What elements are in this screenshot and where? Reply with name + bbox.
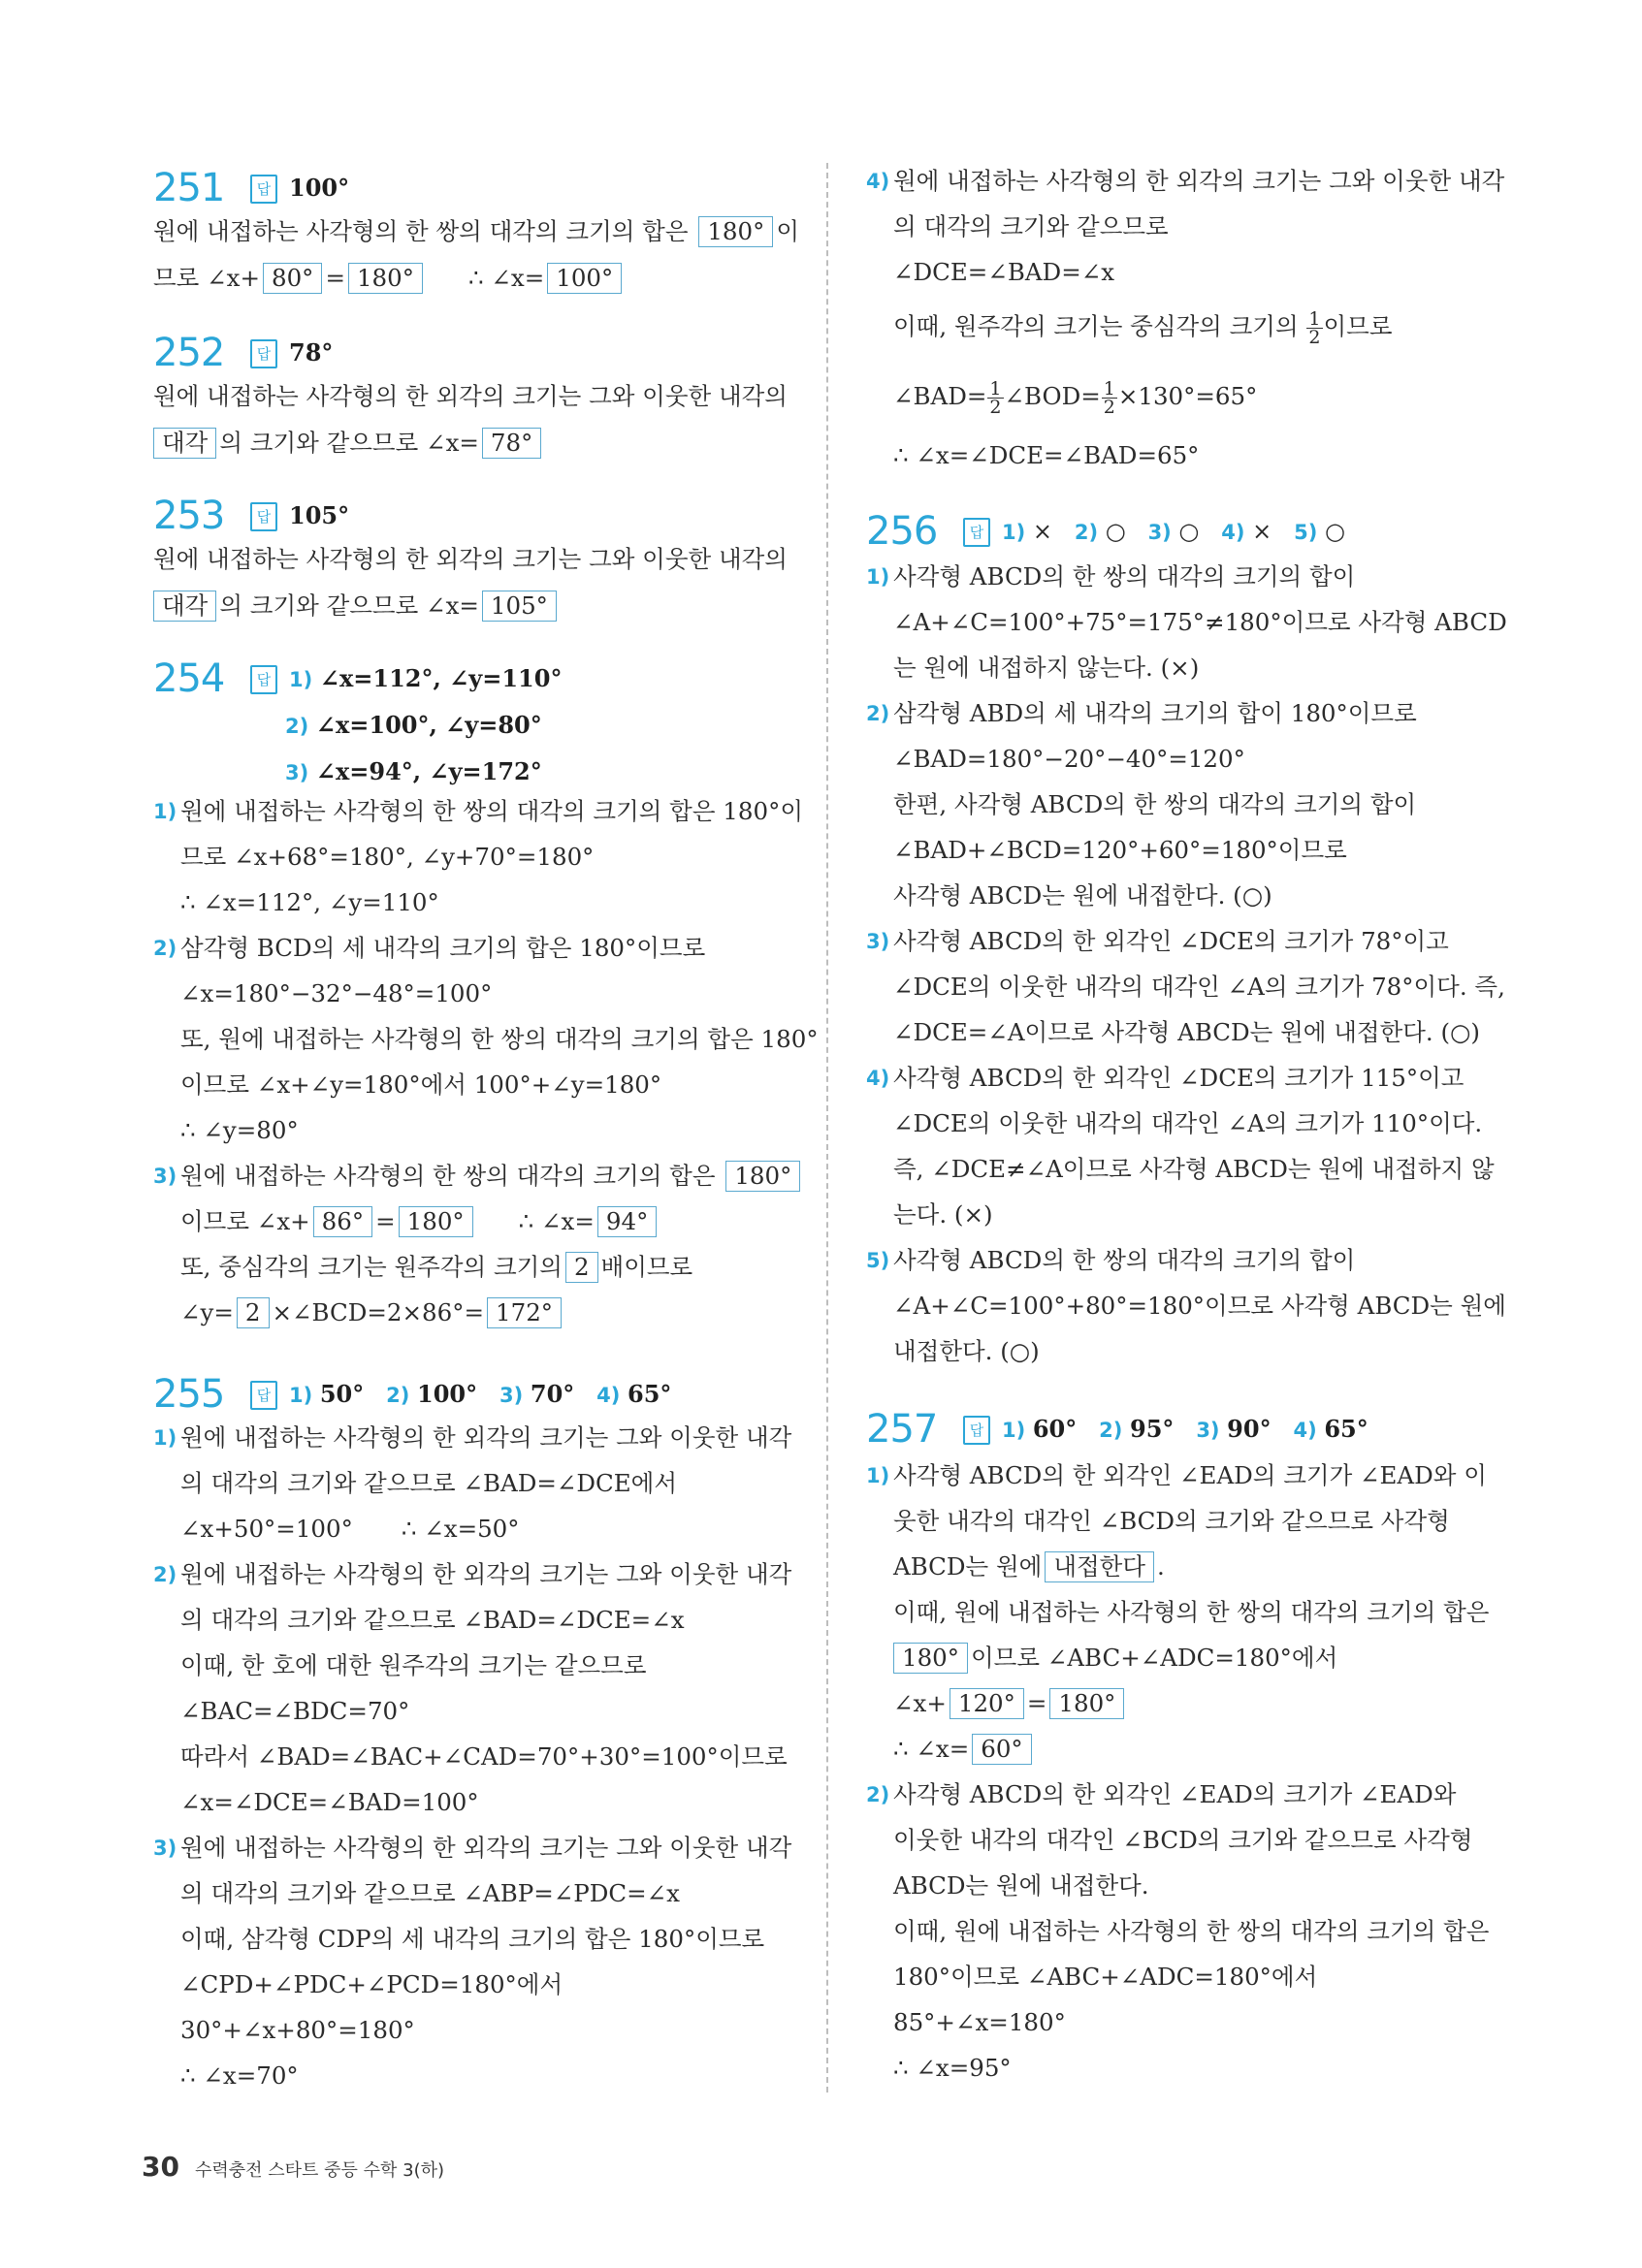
answer-value: 78°	[289, 338, 334, 367]
answer-label: 답	[250, 502, 277, 531]
solution-line: 한편, 사각형 ABCD의 한 쌍의 대각의 크기의 합이	[893, 790, 1417, 818]
solution-line: ∠x+50°=100° ∴ ∠x=50°	[180, 1515, 520, 1543]
solution-line: 180°이므로 ∠ABC+∠ADC=180°에서	[893, 1963, 1318, 1991]
solution-line: 삼각형 BCD의 세 내각의 크기의 합은 180°이므로	[180, 934, 706, 962]
fraction: $\frac{1}{2}$	[1308, 308, 1321, 348]
problem-number-255: 255	[153, 1372, 225, 1417]
solution-line: ∠y= 2 ×∠BCD=2×86°= 172°	[180, 1296, 564, 1329]
solution-line: 또, 중심각의 크기는 원주각의 크기의 2 배이므로	[180, 1253, 693, 1281]
solution-line: 는 원에 내접하지 않는다. (×)	[893, 654, 1200, 682]
answer-row-253	[250, 496, 349, 535]
solution-line: 대각 의 크기와 같으므로 ∠x= 78°	[153, 427, 544, 460]
solution-line: ABCD는 원에 내접한다.	[893, 1871, 1149, 1900]
solution-line: 사각형 ABCD의 한 외각인 ∠DCE의 크기가 115°이고	[893, 1064, 1465, 1092]
solution-line: ∠BAD+∠BCD=120°+60°=180°이므로	[893, 836, 1347, 864]
solution-line: ∠x+ 120° = 180°	[893, 1687, 1127, 1720]
solution-line: 사각형 ABCD의 한 외각인 ∠EAD의 크기가 ∠EAD와	[893, 1780, 1457, 1808]
sub-number: 2)	[866, 1783, 890, 1806]
solution-line: 므로 ∠x+68°=180°, ∠y+70°=180°	[180, 843, 595, 871]
answer-label: 답	[963, 1416, 990, 1445]
solution-line: 의 대각의 크기와 같으므로 ∠BAD=∠DCE에서	[180, 1469, 678, 1497]
problem-number-257: 257	[866, 1407, 938, 1452]
solution-line: 의 대각의 크기와 같으므로 ∠BAD=∠DCE=∠x	[180, 1606, 685, 1634]
answer-box: 120°	[950, 1688, 1024, 1719]
solution-line: ∴ ∠x=112°, ∠y=110°	[180, 888, 439, 916]
sub-number: 3)	[153, 1837, 177, 1860]
book-title: 수력충전 스타트 중등 수학 3(하)	[194, 2160, 445, 2181]
answer-row-255: 답 1) 50° 2) 100° 3) 70° 4) 65°	[250, 1375, 671, 1415]
problem-number-252: 252	[153, 331, 225, 375]
solution-line: ∠A+∠C=100°+80°=180°이므로 사각형 ABCD는 원에	[893, 1292, 1506, 1320]
solution-line: ABCD는 원에 내접한다 .	[893, 1552, 1165, 1581]
solution-line: ∠A+∠C=100°+75°=175°≠180°이므로 사각형 ABCD	[893, 608, 1507, 636]
solution-line: 원에 내접하는 사각형의 한 외각의 크기는 그와 이웃한 내각의	[153, 545, 788, 573]
answer-row-251	[250, 169, 349, 208]
solution-line: ∠BAC=∠BDC=70°	[180, 1697, 410, 1725]
answer-box: 94°	[597, 1206, 657, 1237]
answer-box: 180°	[698, 216, 773, 247]
solution-line: 사각형 ABCD는 원에 내접한다. (○)	[893, 881, 1272, 910]
problem-number-253: 253	[153, 494, 225, 538]
solution-line: 는다. (×)	[893, 1200, 993, 1229]
solution-line: ∴ ∠x=70°	[180, 2061, 299, 2090]
solution-line: 삼각형 ABD의 세 내각의 크기의 합이 180°이므로	[893, 699, 1417, 727]
solution-line: 대각 의 크기와 같으므로 ∠x= 105°	[153, 590, 560, 623]
answer-box: 100°	[547, 263, 622, 294]
fraction: $\frac{1}{2}$	[1103, 378, 1115, 418]
solution-line: 원에 내접하는 사각형의 한 외각의 크기는 그와 이웃한 내각	[180, 1560, 792, 1588]
answer-box: 180°	[348, 263, 423, 294]
answer-row-256: 답 1) × 2) ○ 3) ○ 4) × 5) ○	[963, 512, 1345, 552]
solution-line: 원에 내접하는 사각형의 한 외각의 크기는 그와 이웃한 내각	[180, 1423, 792, 1452]
answer-value: 100°	[289, 174, 350, 202]
answer-box: 105°	[482, 591, 557, 622]
solution-line: 이므로 ∠x+∠y=180°에서 100°+∠y=180°	[180, 1070, 662, 1099]
answer-row-254-3: 3) ∠x=94°, ∠y=172°	[285, 757, 542, 785]
answer-box: 172°	[487, 1297, 562, 1328]
solution-line: ∴ ∠x=95°	[893, 2054, 1012, 2082]
answer-label: 답	[250, 339, 277, 368]
solution-line: 내접한다. (○)	[893, 1337, 1040, 1365]
answer-box: 내접한다	[1045, 1551, 1154, 1582]
solution-line: 원에 내접하는 사각형의 한 쌍의 대각의 크기의 합은 180° 이	[153, 217, 800, 245]
answer-row-254-1: 답 1) ∠x=112°, ∠y=110°	[250, 659, 562, 699]
answer-box: 78°	[482, 428, 541, 459]
problem-number-254: 254	[153, 656, 225, 701]
answer-label: 답	[250, 665, 277, 694]
answer-box: 180°	[725, 1161, 800, 1192]
problem-number-256: 256	[866, 509, 938, 554]
solution-line: 이때, 원주각의 크기는 중심각의 크기의 $\frac{1}{2}$ 이므로	[893, 308, 1393, 348]
solution-line: ∴ ∠x=∠DCE=∠BAD=65°	[893, 441, 1200, 469]
answer-box: 180°	[399, 1206, 473, 1237]
solution-line: 또, 원에 내접하는 사각형의 한 쌍의 대각의 크기의 합은 180°	[180, 1025, 819, 1053]
answer-value: 105°	[289, 501, 350, 529]
solution-line: ∠DCE의 이웃한 내각의 대각인 ∠A의 크기가 110°이다.	[893, 1109, 1483, 1137]
solution-line: 원에 내접하는 사각형의 한 외각의 크기는 그와 이웃한 내각	[893, 167, 1505, 195]
solution-line: 따라서 ∠BAD=∠BAC+∠CAD=70°+30°=100°이므로	[180, 1742, 788, 1771]
sub-number: 4)	[866, 1067, 890, 1090]
sub-number: 2)	[153, 1563, 177, 1586]
solution-line: 이때, 삼각형 CDP의 세 내각의 크기의 합은 180°이므로	[180, 1925, 765, 1953]
solution-line: 사각형 ABCD의 한 쌍의 대각의 크기의 합이	[893, 562, 1356, 591]
solution-line: 이므로 ∠x+ 86° = 180° ∴ ∠x= 94°	[180, 1205, 660, 1238]
solution-line: 웃한 내각의 대각인 ∠BCD의 크기와 같으므로 사각형	[893, 1507, 1450, 1535]
answer-label: 답	[250, 175, 277, 204]
solution-line: ∠CPD+∠PDC+∠PCD=180°에서	[180, 1970, 563, 1998]
problem-number-251: 251	[153, 166, 225, 210]
answer-label: 답	[963, 518, 990, 547]
solution-line: 30°+∠x+80°=180°	[180, 2016, 415, 2044]
solution-line: ∠BAD= $\frac{1}{2}$ ∠BOD= $\frac{1}{2}$ ×130°=65°	[893, 378, 1258, 418]
solution-line: 사각형 ABCD의 한 쌍의 대각의 크기의 합이	[893, 1246, 1356, 1274]
solution-line: 사각형 ABCD의 한 외각인 ∠DCE의 크기가 78°이고	[893, 927, 1449, 955]
solution-line: 이때, 한 호에 대한 원주각의 크기는 같으므로	[180, 1651, 647, 1679]
sub-number: 2)	[866, 702, 890, 725]
column-divider	[826, 163, 828, 2092]
sub-number: 1)	[866, 565, 890, 589]
solution-line: ∠DCE=∠BAD=∠x	[893, 258, 1115, 286]
answer-row-257: 답 1) 60° 2) 95° 3) 90° 4) 65°	[963, 1410, 1368, 1450]
solution-line: 85°+∠x=180°	[893, 2008, 1066, 2036]
answer-label: 답	[250, 1381, 277, 1410]
answer-box: 86°	[313, 1206, 372, 1237]
solution-line: ∠DCE=∠A이므로 사각형 ABCD는 원에 내접한다. (○)	[893, 1018, 1480, 1046]
solution-line: ∠DCE의 이웃한 내각의 대각인 ∠A의 크기가 78°이다. 즉,	[893, 973, 1505, 1001]
solution-line: ∴ ∠x= 60°	[893, 1733, 1035, 1766]
answer-box: 180°	[893, 1643, 968, 1674]
solution-line: 이때, 원에 내접하는 사각형의 한 쌍의 대각의 크기의 합은	[893, 1598, 1490, 1626]
solution-line: 이웃한 내각의 대각인 ∠BCD의 크기와 같으므로 사각형	[893, 1826, 1473, 1854]
solution-line: 이때, 원에 내접하는 사각형의 한 쌍의 대각의 크기의 합은	[893, 1917, 1490, 1945]
solution-line: ∠x=∠DCE=∠BAD=100°	[180, 1788, 479, 1816]
answer-row-252	[250, 334, 333, 372]
answer-box: 2	[237, 1297, 270, 1328]
solution-line: ∠BAD=180°−20°−40°=120°	[893, 745, 1245, 773]
sub-number: 4)	[866, 170, 890, 193]
answer-box: 2	[565, 1252, 598, 1283]
answer-box: 대각	[153, 591, 216, 622]
sub-number: 2)	[153, 937, 177, 960]
answer-box: 60°	[972, 1734, 1031, 1765]
solution-line: 원에 내접하는 사각형의 한 쌍의 대각의 크기의 합은 180°	[180, 1160, 803, 1193]
sub-number: 5)	[866, 1249, 890, 1272]
fraction: $\frac{1}{2}$	[989, 378, 1002, 418]
answer-box: 180°	[1049, 1688, 1124, 1719]
sub-number: 1)	[153, 800, 177, 823]
solution-line: ∠x=180°−32°−48°=100°	[180, 979, 493, 1007]
sub-number: 1)	[153, 1426, 177, 1450]
page-footer	[142, 2151, 444, 2183]
solution-line: 원에 내접하는 사각형의 한 외각의 크기는 그와 이웃한 내각의	[153, 382, 788, 410]
sub-number: 1)	[866, 1464, 890, 1487]
solution-line: 의 대각의 크기와 같으므로 ∠ABP=∠PDC=∠x	[180, 1879, 681, 1907]
solution-line: 사각형 ABCD의 한 외각인 ∠EAD의 크기가 ∠EAD와 이	[893, 1461, 1487, 1489]
answer-box: 대각	[153, 428, 216, 459]
solution-line: 므로 ∠x+ 80° = 180° ∴ ∠x= 100°	[153, 262, 625, 295]
sub-number: 3)	[153, 1165, 177, 1188]
solution-line: 즉, ∠DCE≠∠A이므로 사각형 ABCD는 원에 내접하지 않	[893, 1155, 1495, 1183]
solution-line: 원에 내접하는 사각형의 한 쌍의 대각의 크기의 합은 180°이	[180, 797, 803, 825]
answer-box: 80°	[263, 263, 322, 294]
page-number: 30	[142, 2151, 179, 2183]
solution-line: ∴ ∠y=80°	[180, 1116, 299, 1144]
sub-number: 3)	[866, 930, 890, 953]
solution-line: 원에 내접하는 사각형의 한 외각의 크기는 그와 이웃한 내각	[180, 1834, 792, 1862]
solution-line: 의 대각의 크기와 같으므로	[893, 212, 1169, 240]
answer-row-254-2: 2) ∠x=100°, ∠y=80°	[285, 711, 542, 739]
solution-line: 180° 이므로 ∠ABC+∠ADC=180°에서	[893, 1642, 1337, 1675]
